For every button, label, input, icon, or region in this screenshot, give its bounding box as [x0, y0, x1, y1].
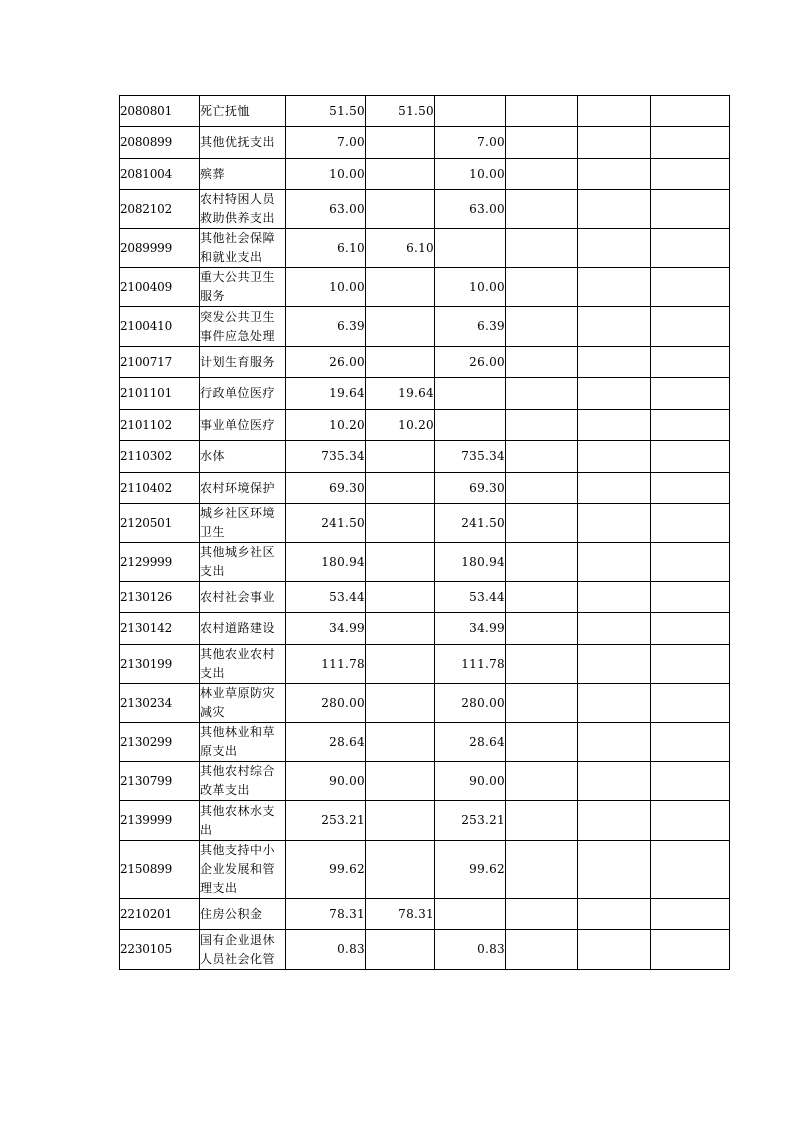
total-amount-cell: 53.44: [286, 582, 366, 613]
subject-code-cell: 2129999: [120, 543, 200, 582]
subject-code-cell: 2139999: [120, 801, 200, 841]
total-amount-cell: 241.50: [286, 504, 366, 543]
empty-cell: [578, 410, 651, 441]
subject-code-cell: 2101101: [120, 378, 200, 410]
table-body: [120, 96, 730, 970]
subject-name-cell: 农村社会事业: [200, 582, 286, 613]
empty-cell: [651, 473, 730, 504]
table-row: [120, 127, 730, 159]
subject-code-cell: 2100717: [120, 347, 200, 378]
table-row: [120, 378, 730, 410]
subject-code-cell: 2110402: [120, 473, 200, 504]
project-expenditure-cell: 28.64: [435, 723, 506, 762]
project-expenditure-cell: 180.94: [435, 543, 506, 582]
total-amount-cell: 7.00: [286, 127, 366, 159]
empty-cell: [651, 723, 730, 762]
empty-cell: [651, 613, 730, 645]
basic-expenditure-cell: 10.20: [366, 410, 435, 441]
subject-code-cell: 2150899: [120, 841, 200, 899]
basic-expenditure-cell: 6.10: [366, 229, 435, 268]
subject-name-cell: 其他支持中小企业发展和管理支出: [200, 841, 286, 899]
total-amount-cell: 99.62: [286, 841, 366, 899]
project-expenditure-cell: 53.44: [435, 582, 506, 613]
project-expenditure-cell: 26.00: [435, 347, 506, 378]
budget-expenditure-table: [119, 95, 730, 970]
empty-cell: [506, 378, 578, 410]
subject-name-cell: 其他农业农村支出: [200, 645, 286, 684]
table-row: [120, 190, 730, 229]
subject-code-cell: 2082102: [120, 190, 200, 229]
empty-cell: [578, 378, 651, 410]
project-expenditure-cell: 253.21: [435, 801, 506, 841]
empty-cell: [651, 930, 730, 970]
subject-code-cell: 2120501: [120, 504, 200, 543]
subject-name-cell: 住房公积金: [200, 899, 286, 930]
basic-expenditure-cell: [366, 613, 435, 645]
empty-cell: [651, 801, 730, 841]
empty-cell: [651, 127, 730, 159]
basic-expenditure-cell: [366, 268, 435, 307]
subject-code-cell: 2230105: [120, 930, 200, 970]
total-amount-cell: 10.20: [286, 410, 366, 441]
subject-code-cell: 2080801: [120, 96, 200, 127]
basic-expenditure-cell: [366, 801, 435, 841]
empty-cell: [578, 347, 651, 378]
table-row: [120, 930, 730, 970]
subject-code-cell: 2110302: [120, 441, 200, 473]
subject-code-cell: 2100410: [120, 307, 200, 347]
empty-cell: [578, 762, 651, 801]
empty-cell: [506, 441, 578, 473]
total-amount-cell: 63.00: [286, 190, 366, 229]
total-amount-cell: 10.00: [286, 268, 366, 307]
empty-cell: [506, 930, 578, 970]
subject-name-cell: 其他农林水支出: [200, 801, 286, 841]
empty-cell: [651, 378, 730, 410]
total-amount-cell: 90.00: [286, 762, 366, 801]
empty-cell: [506, 841, 578, 899]
project-expenditure-cell: [435, 229, 506, 268]
project-expenditure-cell: 0.83: [435, 930, 506, 970]
basic-expenditure-cell: [366, 127, 435, 159]
empty-cell: [506, 723, 578, 762]
empty-cell: [578, 504, 651, 543]
subject-code-cell: 2130199: [120, 645, 200, 684]
basic-expenditure-cell: [366, 762, 435, 801]
total-amount-cell: 180.94: [286, 543, 366, 582]
subject-name-cell: 重大公共卫生服务: [200, 268, 286, 307]
subject-code-cell: 2130142: [120, 613, 200, 645]
basic-expenditure-cell: [366, 473, 435, 504]
total-amount-cell: 253.21: [286, 801, 366, 841]
empty-cell: [578, 841, 651, 899]
table-row: [120, 841, 730, 899]
basic-expenditure-cell: [366, 307, 435, 347]
total-amount-cell: 78.31: [286, 899, 366, 930]
subject-code-cell: 2101102: [120, 410, 200, 441]
empty-cell: [578, 645, 651, 684]
basic-expenditure-cell: [366, 841, 435, 899]
empty-cell: [578, 473, 651, 504]
basic-expenditure-cell: [366, 504, 435, 543]
table-row: [120, 582, 730, 613]
project-expenditure-cell: [435, 410, 506, 441]
total-amount-cell: 26.00: [286, 347, 366, 378]
project-expenditure-cell: 10.00: [435, 159, 506, 190]
subject-code-cell: 2100409: [120, 268, 200, 307]
project-expenditure-cell: 735.34: [435, 441, 506, 473]
subject-name-cell: 其他城乡社区支出: [200, 543, 286, 582]
empty-cell: [651, 268, 730, 307]
subject-code-cell: 2130126: [120, 582, 200, 613]
subject-code-cell: 2080899: [120, 127, 200, 159]
subject-code-cell: 2089999: [120, 229, 200, 268]
table-row: [120, 801, 730, 841]
subject-name-cell: 行政单位医疗: [200, 378, 286, 410]
empty-cell: [651, 347, 730, 378]
total-amount-cell: 6.10: [286, 229, 366, 268]
project-expenditure-cell: [435, 899, 506, 930]
total-amount-cell: 19.64: [286, 378, 366, 410]
empty-cell: [506, 645, 578, 684]
empty-cell: [651, 410, 730, 441]
project-expenditure-cell: 241.50: [435, 504, 506, 543]
total-amount-cell: 51.50: [286, 96, 366, 127]
project-expenditure-cell: 6.39: [435, 307, 506, 347]
total-amount-cell: 0.83: [286, 930, 366, 970]
empty-cell: [506, 96, 578, 127]
empty-cell: [578, 930, 651, 970]
table-row: [120, 645, 730, 684]
total-amount-cell: 735.34: [286, 441, 366, 473]
empty-cell: [651, 684, 730, 723]
empty-cell: [578, 801, 651, 841]
table-row: [120, 229, 730, 268]
total-amount-cell: 280.00: [286, 684, 366, 723]
table-row: [120, 543, 730, 582]
basic-expenditure-cell: [366, 441, 435, 473]
empty-cell: [506, 582, 578, 613]
subject-name-cell: 农村道路建设: [200, 613, 286, 645]
empty-cell: [506, 307, 578, 347]
subject-name-cell: 事业单位医疗: [200, 410, 286, 441]
table-row: [120, 159, 730, 190]
empty-cell: [651, 190, 730, 229]
subject-code-cell: 2210201: [120, 899, 200, 930]
empty-cell: [506, 473, 578, 504]
empty-cell: [506, 347, 578, 378]
table-row: [120, 96, 730, 127]
table-row: [120, 762, 730, 801]
basic-expenditure-cell: 51.50: [366, 96, 435, 127]
basic-expenditure-cell: [366, 684, 435, 723]
empty-cell: [578, 307, 651, 347]
empty-cell: [506, 190, 578, 229]
project-expenditure-cell: [435, 378, 506, 410]
empty-cell: [651, 645, 730, 684]
empty-cell: [506, 159, 578, 190]
subject-code-cell: 2130799: [120, 762, 200, 801]
basic-expenditure-cell: [366, 930, 435, 970]
subject-name-cell: 水体: [200, 441, 286, 473]
subject-name-cell: 殡葬: [200, 159, 286, 190]
table-row: [120, 723, 730, 762]
empty-cell: [651, 582, 730, 613]
total-amount-cell: 111.78: [286, 645, 366, 684]
table-row: [120, 613, 730, 645]
basic-expenditure-cell: [366, 190, 435, 229]
project-expenditure-cell: 10.00: [435, 268, 506, 307]
total-amount-cell: 28.64: [286, 723, 366, 762]
subject-name-cell: 其他社会保障和就业支出: [200, 229, 286, 268]
empty-cell: [578, 723, 651, 762]
empty-cell: [506, 762, 578, 801]
table-row: [120, 410, 730, 441]
empty-cell: [506, 268, 578, 307]
empty-cell: [651, 899, 730, 930]
empty-cell: [506, 504, 578, 543]
subject-code-cell: 2130234: [120, 684, 200, 723]
empty-cell: [578, 684, 651, 723]
empty-cell: [651, 159, 730, 190]
subject-name-cell: 国有企业退休人员社会化管: [200, 930, 286, 970]
subject-name-cell: 计划生育服务: [200, 347, 286, 378]
empty-cell: [651, 841, 730, 899]
empty-cell: [651, 762, 730, 801]
project-expenditure-cell: [435, 96, 506, 127]
empty-cell: [506, 543, 578, 582]
empty-cell: [578, 543, 651, 582]
table-row: [120, 684, 730, 723]
empty-cell: [578, 613, 651, 645]
empty-cell: [651, 441, 730, 473]
total-amount-cell: 34.99: [286, 613, 366, 645]
subject-name-cell: 城乡社区环境卫生: [200, 504, 286, 543]
total-amount-cell: 6.39: [286, 307, 366, 347]
empty-cell: [506, 410, 578, 441]
subject-name-cell: 农村特困人员救助供养支出: [200, 190, 286, 229]
basic-expenditure-cell: [366, 582, 435, 613]
empty-cell: [578, 268, 651, 307]
table-row: [120, 504, 730, 543]
table-row: [120, 441, 730, 473]
project-expenditure-cell: 7.00: [435, 127, 506, 159]
empty-cell: [651, 229, 730, 268]
subject-name-cell: 农村环境保护: [200, 473, 286, 504]
subject-name-cell: 其他优抚支出: [200, 127, 286, 159]
table-row: [120, 473, 730, 504]
empty-cell: [651, 307, 730, 347]
empty-cell: [578, 190, 651, 229]
subject-name-cell: 突发公共卫生事件应急处理: [200, 307, 286, 347]
empty-cell: [651, 543, 730, 582]
subject-name-cell: 其他农村综合改革支出: [200, 762, 286, 801]
project-expenditure-cell: 63.00: [435, 190, 506, 229]
total-amount-cell: 10.00: [286, 159, 366, 190]
empty-cell: [578, 229, 651, 268]
table-row: [120, 268, 730, 307]
table-row: [120, 899, 730, 930]
empty-cell: [578, 899, 651, 930]
project-expenditure-cell: 34.99: [435, 613, 506, 645]
subject-name-cell: 林业草原防灾减灾: [200, 684, 286, 723]
basic-expenditure-cell: 78.31: [366, 899, 435, 930]
subject-code-cell: 2081004: [120, 159, 200, 190]
project-expenditure-cell: 280.00: [435, 684, 506, 723]
empty-cell: [578, 127, 651, 159]
subject-name-cell: 死亡抚恤: [200, 96, 286, 127]
empty-cell: [506, 229, 578, 268]
empty-cell: [578, 159, 651, 190]
empty-cell: [651, 504, 730, 543]
table-row: [120, 347, 730, 378]
project-expenditure-cell: 69.30: [435, 473, 506, 504]
basic-expenditure-cell: 19.64: [366, 378, 435, 410]
empty-cell: [578, 582, 651, 613]
empty-cell: [506, 684, 578, 723]
subject-name-cell: 其他林业和草原支出: [200, 723, 286, 762]
basic-expenditure-cell: [366, 723, 435, 762]
empty-cell: [506, 127, 578, 159]
empty-cell: [506, 613, 578, 645]
empty-cell: [578, 441, 651, 473]
table-row: [120, 307, 730, 347]
empty-cell: [506, 801, 578, 841]
total-amount-cell: 69.30: [286, 473, 366, 504]
project-expenditure-cell: 99.62: [435, 841, 506, 899]
empty-cell: [506, 899, 578, 930]
basic-expenditure-cell: [366, 347, 435, 378]
project-expenditure-cell: 90.00: [435, 762, 506, 801]
empty-cell: [651, 96, 730, 127]
empty-cell: [578, 96, 651, 127]
basic-expenditure-cell: [366, 645, 435, 684]
basic-expenditure-cell: [366, 159, 435, 190]
basic-expenditure-cell: [366, 543, 435, 582]
project-expenditure-cell: 111.78: [435, 645, 506, 684]
subject-code-cell: 2130299: [120, 723, 200, 762]
